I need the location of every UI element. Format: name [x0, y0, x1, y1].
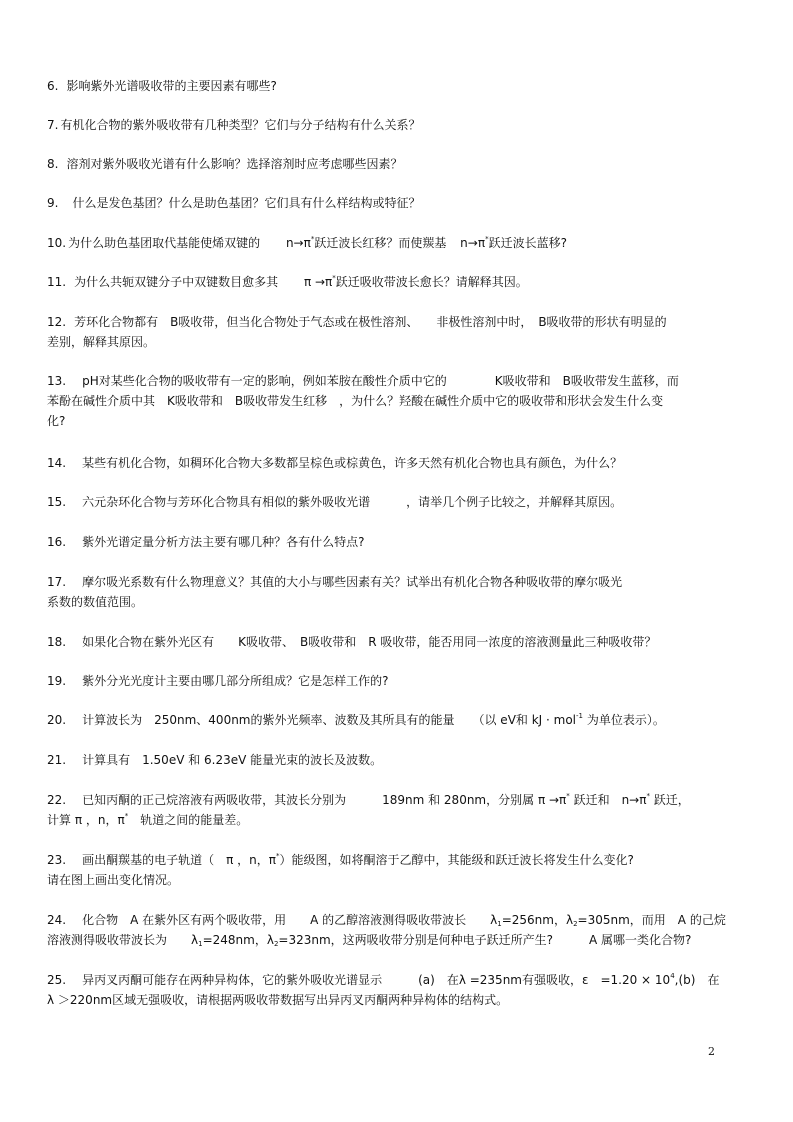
question-line	[47, 930, 747, 950]
superscript: *	[275, 852, 280, 860]
question-line	[47, 572, 747, 592]
question-text: ）能级图，如将酮溶于乙醇中，其能级和跃迁波长将发生什么变化?	[279, 853, 634, 867]
question-text: 摩尔吸光系数有什么物理意义？其值的大小与哪些因素有关？试举出有机化合物各种吸收带的摩尔吸光	[82, 575, 623, 589]
question-24	[47, 910, 747, 950]
question-text: 计算波长为 250nm、400nm的紫外光频率、波数及其所具有的能量 （以 eV和 kJ · mol	[82, 713, 577, 727]
question-number: 16.	[47, 535, 67, 549]
question-line: 差别，解释其原因。	[47, 335, 156, 349]
subscript: 2	[573, 920, 578, 928]
question-11	[47, 272, 747, 292]
question-15	[47, 492, 747, 512]
question-10	[47, 233, 747, 253]
question-number: 25.	[47, 973, 67, 987]
question-line	[47, 790, 747, 810]
question-25	[47, 970, 747, 1010]
question-text: 跃迁和 n→π	[569, 793, 647, 807]
question-text: 影响紫外光谱吸收带的主要因素有哪些?	[66, 79, 277, 93]
question-text: 跃迁，	[649, 793, 690, 807]
question-text: 化合物 A 在紫外区有两个吸收带，用 A 的乙醇溶液测得吸收带波长 λ	[82, 913, 498, 927]
question-7	[47, 115, 747, 135]
question-number: 17.	[47, 575, 67, 589]
question-text: 跃迁波长红移？而使羰基	[314, 236, 447, 250]
superscript: *	[124, 812, 129, 820]
question-line	[47, 970, 747, 990]
transition-label: π →π	[303, 275, 333, 289]
question-line	[47, 850, 747, 870]
question-line	[47, 910, 747, 930]
question-number: 22.	[47, 793, 67, 807]
question-number: 23.	[47, 853, 67, 867]
question-text: 计算 π ，n，π	[47, 813, 125, 827]
question-text: 溶液测得吸收带波长为 λ	[47, 933, 199, 947]
superscript: *	[485, 235, 489, 243]
question-number: 13.	[47, 374, 67, 388]
question-text: 紫外光谱定量分析方法主要有哪几种？各有什么特点?	[82, 535, 365, 549]
subscript: 2	[273, 940, 279, 948]
question-number: 10.	[47, 236, 67, 250]
question-number: 19.	[47, 674, 67, 688]
question-number: 15.	[47, 495, 67, 509]
transition-label: n→π	[460, 236, 486, 250]
page-number: 2	[708, 1045, 715, 1058]
question-number: 14.	[47, 456, 67, 470]
superscript: -1	[576, 712, 583, 720]
question-line: 苯酚在碱性介质中其 K吸收带和 B吸收带发生红移 ，为什么？羟酸在碱性介质中它的吸收带和形状会发生什么变	[47, 394, 664, 408]
question-9	[47, 193, 747, 213]
superscript: *	[332, 274, 336, 282]
question-number: 8.	[47, 157, 59, 171]
question-number: 7.	[47, 118, 59, 132]
question-14	[47, 453, 747, 473]
question-line: 系数的数值范围。	[47, 595, 144, 609]
question-text: 轨道之间的能量差。	[128, 813, 249, 827]
question-number: 20.	[47, 713, 67, 727]
question-12	[47, 312, 747, 352]
question-text: 为什么助色基团取代基能使烯双键的	[68, 236, 261, 250]
question-text: =248nm，λ	[202, 933, 274, 947]
question-text: 芳环化合物都有 B吸收带，但当化合物处于气态或在极性溶剂、 非极性溶剂中时， B吸收带的形状有明显的	[74, 315, 667, 329]
question-line	[47, 810, 747, 830]
question-16	[47, 532, 747, 552]
question-text: 已知丙酮的正己烷溶液有两吸收带，其波长分别为 189nm 和 280nm，分别属 π →π	[82, 793, 567, 807]
question-text: 紫外分光光度计主要由哪几部分所组成？它是怎样工作的?	[82, 674, 389, 688]
question-text: 有机化合物的紫外吸收带有几种类型？它们与分子结构有什么关系？	[60, 118, 421, 132]
question-22	[47, 790, 747, 830]
question-text: 六元杂环化合物与芳环化合物具有相似的紫外吸收光谱 ，请举几个例子比较之，并解释其原因。	[82, 495, 623, 509]
question-19	[47, 671, 747, 691]
subscript: 1	[198, 940, 203, 948]
question-text: 某些有机化合物，如稠环化合物大多数都呈棕色或棕黄色，许多天然有机化合物也具有颜色，为什么？	[82, 456, 623, 470]
question-18	[47, 632, 747, 652]
question-number: 18.	[47, 635, 67, 649]
question-number: 12.	[47, 315, 67, 329]
question-text: 计算具有 1.50eV 和 6.23eV 能量光束的波长及波数。	[82, 753, 383, 767]
question-text: 为单位表示）。	[583, 713, 665, 727]
question-number: 9.	[47, 196, 59, 210]
question-text: ,(b) 在	[674, 973, 720, 987]
question-number: 21.	[47, 753, 67, 767]
question-text: 画出酮羰基的电子轨道（ π ，n，π	[82, 853, 276, 867]
question-text: 为什么共轭双键分子中双键数目愈多其	[74, 275, 279, 289]
superscript: 4	[670, 972, 675, 980]
question-line: 请在图上画出变化情况。	[47, 873, 180, 887]
question-23	[47, 850, 747, 890]
question-13	[47, 371, 747, 431]
question-text: =323nm，这两吸收带分别是何种电子跃迁所产生? A 属哪一类化合物?	[278, 933, 692, 947]
question-line	[47, 371, 747, 391]
subscript: 1	[497, 920, 502, 928]
question-number: 24.	[47, 913, 67, 927]
question-21	[47, 750, 747, 770]
question-number: 6.	[47, 79, 59, 93]
question-text: pH对某些化合物的吸收带有一定的影响，例如苯胺在酸性介质中它的 K吸收带和 B吸收带发生蓝移，而	[82, 374, 679, 388]
question-text: 异丙叉丙酮可能存在两种异构体，它的紫外吸收光谱显示 (a) 在λ =235nm有强吸收，ε =1.20 × 10	[82, 973, 671, 987]
transition-label: n→π	[285, 236, 311, 250]
question-text: =305nm，而用 A 的己烷	[577, 913, 726, 927]
question-text: 跃迁吸收带波长愈长？请解释其因。	[335, 275, 528, 289]
question-text: =256nm，λ	[501, 913, 574, 927]
question-line: 化?	[47, 414, 66, 428]
superscript: *	[566, 792, 570, 800]
superscript: *	[310, 235, 315, 243]
question-text: 跃迁波长蓝移?	[488, 236, 567, 250]
question-17	[47, 572, 747, 612]
question-6	[47, 76, 747, 96]
question-line	[47, 312, 747, 332]
question-number: 11.	[47, 275, 67, 289]
question-text: 如果化合物在紫外光区有 K吸收带、 B吸收带和 R 吸收带，能否用同一浓度的溶液测量此三种吸收带？	[82, 635, 657, 649]
question-text: 什么是发色基团？什么是助色基团？它们具有什么样结构或特征？	[72, 196, 421, 210]
question-8	[47, 154, 747, 174]
question-20	[47, 710, 747, 730]
superscript: *	[646, 792, 650, 800]
question-text: 溶剂对紫外吸收光谱有什么影响？选择溶剂时应考虑哪些因素？	[66, 157, 403, 171]
question-line: λ ＞220nm区域无强吸收，请根据两吸收带数据写出异丙叉丙酮两种异构体的结构式。	[47, 993, 509, 1007]
